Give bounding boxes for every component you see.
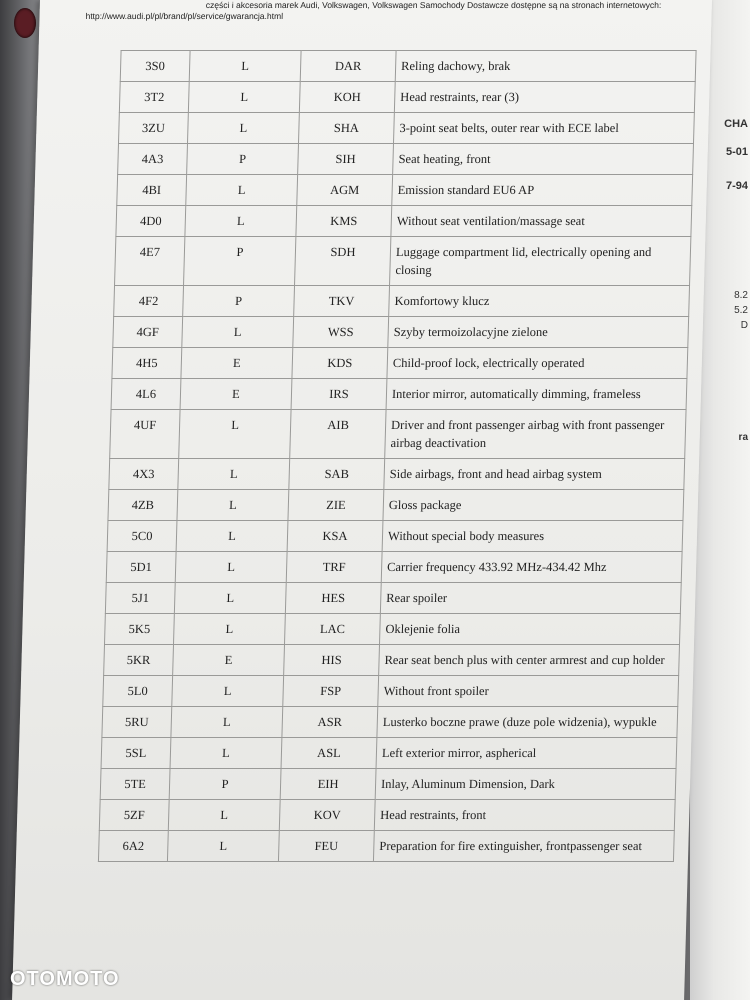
pr-cell: WSS <box>293 317 389 348</box>
pr-cell: SHA <box>298 113 394 144</box>
table-row <box>119 82 695 113</box>
description-cell: Emission standard EU6 AP <box>392 175 693 206</box>
strip-text-3: 7-94 <box>725 180 748 192</box>
flag-cell: L <box>176 521 288 552</box>
code-cell: 5ZF <box>99 800 169 831</box>
strip-text-5: 5.2 <box>734 305 748 316</box>
description-cell: Without special body measures <box>382 521 683 552</box>
flag-cell: L <box>174 583 286 614</box>
table-row <box>104 614 680 645</box>
pr-cell: DAR <box>300 51 396 82</box>
code-cell: 4E7 <box>115 237 185 286</box>
pr-cell: AIB <box>290 410 386 459</box>
pr-cell: TRF <box>286 552 382 583</box>
flag-cell: L <box>172 676 284 707</box>
table-row <box>110 410 686 459</box>
table-row <box>109 459 685 490</box>
table-row <box>104 645 680 676</box>
pr-cell: KOV <box>279 800 375 831</box>
strip-text-2: 5-01 <box>725 146 748 158</box>
pr-cell: SAB <box>289 459 385 490</box>
pr-cell: ASR <box>282 707 378 738</box>
flag-cell: L <box>178 459 290 490</box>
flag-cell: L <box>182 317 294 348</box>
description-cell: Seat heating, front <box>393 144 694 175</box>
code-cell: 4L6 <box>111 379 181 410</box>
binder-hole <box>14 8 36 38</box>
pr-cell: FEU <box>278 831 374 862</box>
code-cell: 6A2 <box>98 831 168 862</box>
table-row <box>98 831 674 862</box>
strip-text-7: ra <box>738 432 748 443</box>
pr-cell: FSP <box>283 676 379 707</box>
description-cell: Left exterior mirror, aspherical <box>376 738 677 769</box>
code-cell: 4F2 <box>114 286 184 317</box>
flag-cell: L <box>171 707 283 738</box>
pr-cell: HES <box>285 583 381 614</box>
pr-cell: KMS <box>296 206 392 237</box>
description-cell: 3-point seat belts, outer rear with ECE label <box>393 113 694 144</box>
pr-cell: AGM <box>297 175 393 206</box>
table-row <box>114 286 690 317</box>
flag-cell: L <box>167 831 279 862</box>
description-cell: Carrier frequency 433.92 MHz-434.42 Mhz <box>381 552 682 583</box>
table-row <box>103 676 679 707</box>
flag-cell: L <box>189 51 301 82</box>
code-cell: 3ZU <box>118 113 188 144</box>
table-row <box>108 490 684 521</box>
table-row <box>99 800 675 831</box>
pr-cell: SDH <box>295 237 391 286</box>
flag-cell: L <box>188 82 300 113</box>
code-cell: 5K5 <box>104 614 174 645</box>
flag-cell: L <box>170 738 282 769</box>
table-row <box>118 144 694 175</box>
pr-cell: SIH <box>298 144 394 175</box>
page-header <box>85 0 706 22</box>
description-cell: Child-proof lock, electrically operated <box>387 348 688 379</box>
table-row <box>102 707 678 738</box>
code-cell: 5TE <box>100 769 170 800</box>
table-row <box>120 51 696 82</box>
description-cell: Szyby termoizolacyjne zielone <box>388 317 689 348</box>
code-cell: 5SL <box>101 738 171 769</box>
flag-cell: L <box>173 614 285 645</box>
table-row <box>106 552 682 583</box>
pr-cell: ZIE <box>288 490 384 521</box>
description-cell: Head restraints, rear (3) <box>394 82 695 113</box>
flag-cell: L <box>185 206 297 237</box>
code-cell: 5D1 <box>106 552 176 583</box>
flag-cell: P <box>169 769 281 800</box>
description-cell: Without seat ventilation/massage seat <box>391 206 692 237</box>
flag-cell: P <box>187 144 299 175</box>
header-text-prefix: części i akcesoria marek Audi, Volkswagen, Volkswagen Samochody Dostawcze dostępne są na stronach internetowych: <box>205 0 662 10</box>
code-cell: 4A3 <box>118 144 188 175</box>
code-cell: 3S0 <box>120 51 190 82</box>
code-cell: 4BI <box>117 175 187 206</box>
table-row <box>101 738 677 769</box>
table-row <box>113 317 689 348</box>
flag-cell: L <box>177 490 289 521</box>
description-cell: Komfortowy klucz <box>389 286 690 317</box>
flag-cell: P <box>184 237 296 286</box>
pr-cell: IRS <box>291 379 387 410</box>
flag-cell: P <box>183 286 295 317</box>
description-cell: Luggage compartment lid, electrically opening and closing <box>390 237 691 286</box>
pr-cell: EIH <box>280 769 376 800</box>
flag-cell: L <box>186 175 298 206</box>
description-cell: Rear spoiler <box>380 583 681 614</box>
pr-cell: KSA <box>287 521 383 552</box>
flag-cell: L <box>179 410 291 459</box>
pr-cell: HIS <box>284 645 380 676</box>
description-cell: Interior mirror, automatically dimming, frameless <box>386 379 687 410</box>
description-cell: Without front spoiler <box>378 676 679 707</box>
code-cell: 5C0 <box>107 521 177 552</box>
code-cell: 4D0 <box>116 206 186 237</box>
document-page <box>12 0 712 1000</box>
otomoto-watermark: OTOMOTO <box>10 968 120 990</box>
strip-text-4: 8.2 <box>734 290 748 301</box>
table-row <box>111 379 687 410</box>
code-cell: 4ZB <box>108 490 178 521</box>
description-cell: Inlay, Aluminum Dimension, Dark <box>375 769 676 800</box>
table-row <box>107 521 683 552</box>
description-cell: Lusterko boczne prawe (duze pole widzenia), wypukle <box>377 707 678 738</box>
pr-cell: ASL <box>281 738 377 769</box>
pr-cell: LAC <box>284 614 380 645</box>
table-row <box>116 206 692 237</box>
table-row <box>100 769 676 800</box>
code-cell: 5L0 <box>103 676 173 707</box>
description-cell: Driver and front passenger airbag with front passenger airbag deactivation <box>385 410 686 459</box>
strip-text-1: CHA <box>724 118 748 130</box>
code-cell: 5RU <box>102 707 172 738</box>
pr-cell: KDS <box>292 348 388 379</box>
table-row <box>105 583 681 614</box>
description-cell: Preparation for fire extinguisher, frontpassenger seat <box>373 831 674 862</box>
pr-cell: KOH <box>299 82 395 113</box>
description-cell: Gloss package <box>383 490 684 521</box>
table-row <box>118 113 694 144</box>
flag-cell: L <box>168 800 280 831</box>
description-cell: Head restraints, front <box>374 800 675 831</box>
description-cell: Reling dachowy, brak <box>395 51 696 82</box>
code-cell: 4H5 <box>112 348 182 379</box>
equipment-table <box>98 50 697 862</box>
table-row <box>115 237 691 286</box>
code-cell: 3T2 <box>119 82 189 113</box>
code-cell: 5J1 <box>105 583 175 614</box>
code-cell: 5KR <box>104 645 174 676</box>
flag-cell: E <box>180 379 292 410</box>
code-cell: 4X3 <box>109 459 179 490</box>
flag-cell: L <box>187 113 299 144</box>
description-cell: Rear seat bench plus with center armrest and cup holder <box>379 645 680 676</box>
header-url: http://www.audi.pl/pl/brand/pl/service/gwarancja.html <box>85 11 284 21</box>
equipment-table-body <box>98 51 696 862</box>
flag-cell: L <box>175 552 287 583</box>
code-cell: 4UF <box>110 410 180 459</box>
strip-text-6: D <box>740 320 748 331</box>
description-cell: Oklejenie folia <box>379 614 680 645</box>
flag-cell: E <box>181 348 293 379</box>
flag-cell: E <box>173 645 285 676</box>
table-row <box>112 348 688 379</box>
description-cell: Side airbags, front and head airbag system <box>384 459 685 490</box>
pr-cell: TKV <box>294 286 390 317</box>
table-row <box>117 175 693 206</box>
code-cell: 4GF <box>113 317 183 348</box>
